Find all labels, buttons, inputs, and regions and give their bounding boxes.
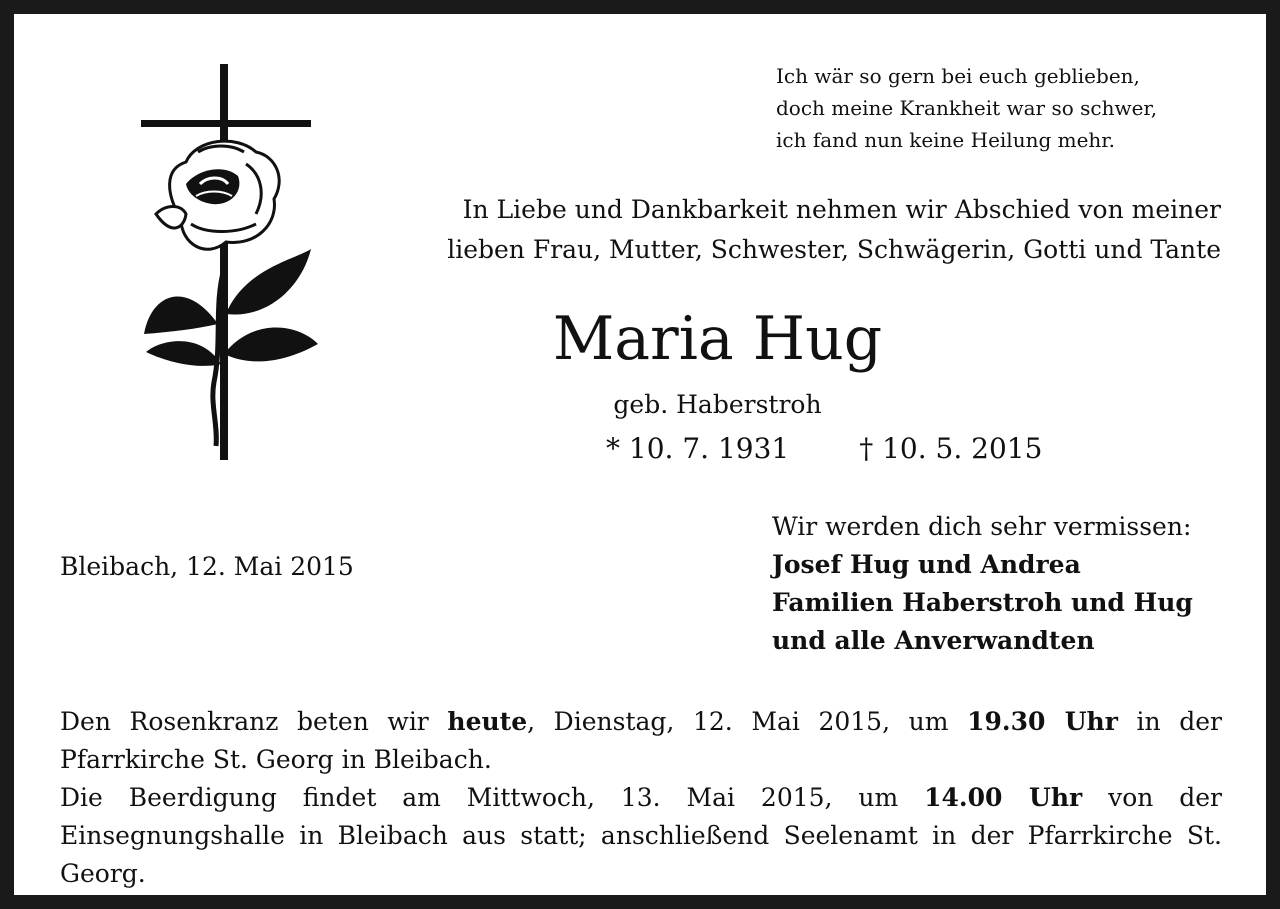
funeral-paragraph: [60, 779, 1222, 893]
mourners-heading: Wir werden dich sehr vermissen:: [772, 512, 1192, 541]
rosary-text: Den Rosenkranz beten wir: [60, 707, 448, 736]
poem: [776, 60, 1157, 156]
poem-line: Ich wär so gern bei euch geblieben,: [776, 64, 1140, 88]
funeral-time: 14.00 Uhr: [924, 783, 1083, 812]
life-dates: [606, 430, 1042, 468]
funeral-text: von der Einsegnungshalle in Bleibach aus statt; anschließend Seelenamt in der Pfarrkirche St. Georg.: [60, 783, 1223, 888]
rosary-time: 19.30 Uhr: [967, 707, 1118, 736]
obituary-notice: [14, 14, 1266, 895]
rosary-paragraph: [60, 703, 1222, 779]
birth-name: geb. Haberstroh: [613, 390, 822, 419]
intro-line: In Liebe und Dankbarkeit nehmen wir Abschied von meiner: [462, 195, 1221, 224]
poem-line: ich fand nun keine Heilung mehr.: [776, 128, 1116, 152]
service-notice: [60, 703, 1222, 893]
intro-line: lieben Frau, Mutter, Schwester, Schwägerin, Gotti und Tante: [447, 235, 1221, 264]
rosary-text: in der Pfarrkirche St. Georg in Bleibach.: [60, 707, 1222, 774]
mourner-line: und alle Anverwandten: [772, 626, 1095, 655]
poem-line: doch meine Krankheit war so schwer,: [776, 96, 1158, 120]
mourners: [772, 508, 1193, 660]
mourner-line: Familien Haberstroh und Hug: [772, 588, 1193, 617]
deceased-name: Maria Hug: [552, 304, 883, 374]
rosary-text: , Dienstag, 12. Mai 2015, um: [527, 707, 968, 736]
death-date: † 10. 5. 2015: [859, 432, 1043, 465]
farewell-intro: [14, 190, 1221, 270]
mourner-line: Josef Hug und Andrea: [772, 550, 1081, 579]
birth-date: * 10. 7. 1931: [606, 432, 790, 465]
place-and-date: Bleibach, 12. Mai 2015: [60, 552, 354, 581]
funeral-text: Die Beerdigung findet am Mittwoch, 13. Mai 2015, um: [60, 783, 925, 812]
rosary-day: heute: [447, 707, 528, 736]
